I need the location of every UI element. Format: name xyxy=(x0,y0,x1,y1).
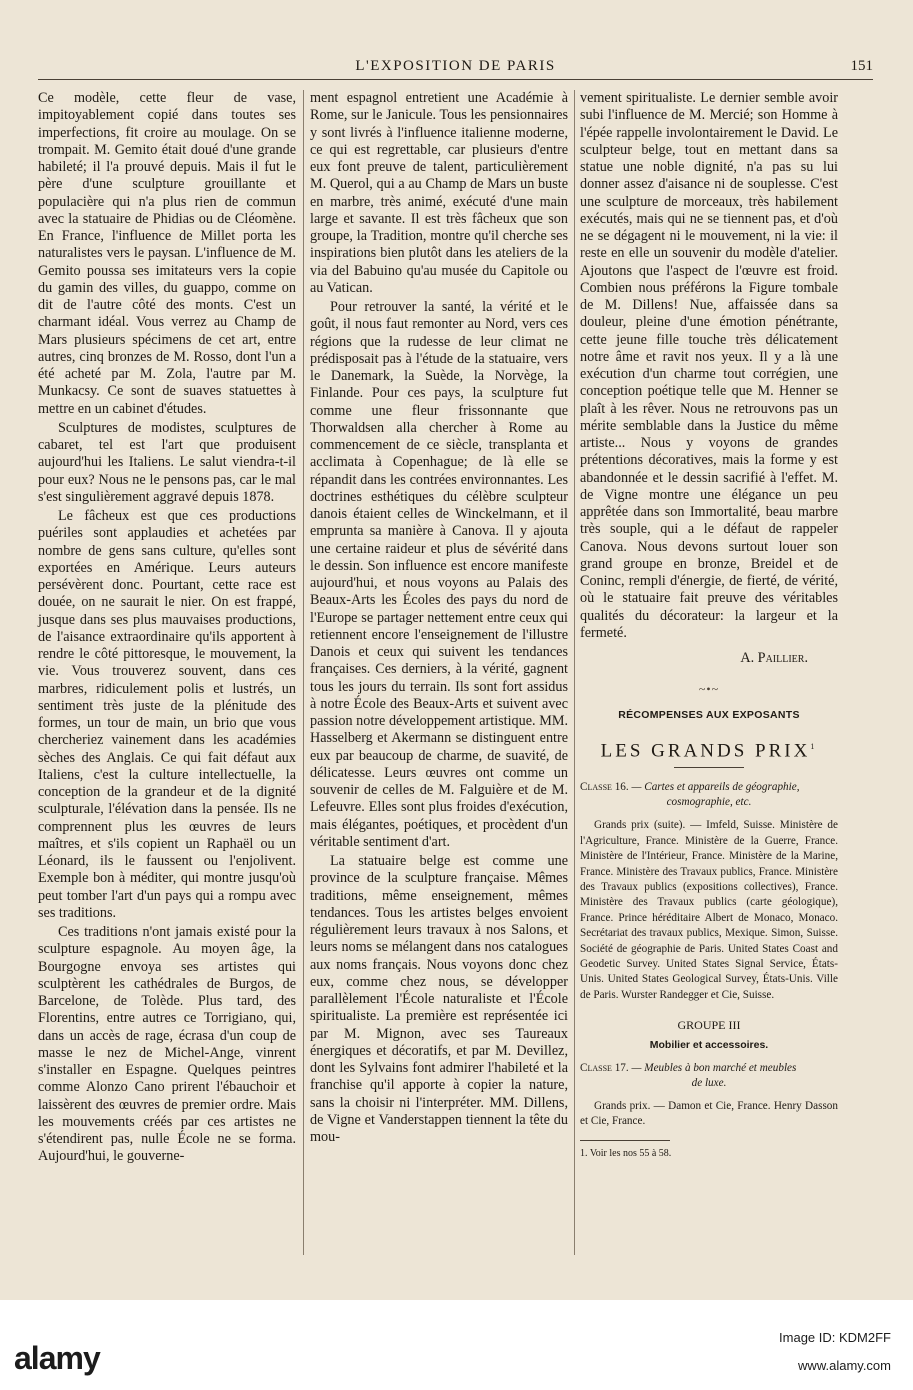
title-rule xyxy=(674,767,744,768)
column-divider xyxy=(574,90,575,1255)
paragraph: Ce modèle, cette fleur de vase, impitoyablement copié dans toutes ses imperfections, fit croire au moulage. On se trompait. M. Gemito était doué d'une grande habileté; il l'a prouvé depuis. Mais il fut le père d'une sculpture grouillante et populacière qui n'a plus rien de commun avec la statuaire de Phidias ou de Cléomène. En France, l'influence de Millet porta les naturalistes vers le paysan. L'influence de M. Gemito poussa ses imitateurs vers la copie du gamin des villes, du guappo, comme on dit de l'autre côté des monts. C'est un charmant idéal. Vous verrez au Champ de Mars plusieurs spécimens de cet art, entre autres, cinq bronzes de M. Rosso, dont l'un a été acheté par M. Zola, l'autre par M. Munkacsy. Ce sont de suaves statuettes à mettre en un cabinet d'études. xyxy=(38,90,296,417)
classe-label: Classe 16. xyxy=(580,781,629,794)
paragraph: Pour retrouver la santé, la vérité et le goût, il nous faut remonter au Nord, vers ces régions que la rudesse de leur climat ne prédisposait pas à l'étude de la statuaire, vers le Danemark, la Suède, la Norvège, la Finlande. Pour ces pays, la sculpture fut comme une fleur frissonnante que Thorwaldsen alla chercher à Rome au commencement de ce siècle, transplanta et acclimata à Copenhague; de là elle se répandit dans les contrées environnantes. Les doctrines esthétiques du célèbre sculpteur danois étaient celles de Winckelmann, et il emprunta sa manière à Canova. Il y ajouta une certaine raideur et plus de sévérité dans le dessin. Son influence est encore manifeste aujourd'hui, et nous voyons au Palais des Beaux-Arts les Écoles des pays du nord de l'Europe se partager nettement entre ceux qui retiennent encore l'enseignement de l'illustre Danois et ceux qui suivent les tendances françaises. Ces derniers, à la vérité, gagnent tous les jours du terrain. Ils sont fort assidus à notre École des Beaux-Arts et suivent avec passion notre développement artistique. MM. Hasselberg et Akermann se distinguent entre eux par beaucoup de charme, de suavité, de délicatesse. Leurs œuvres ont comme un souvenir de celles de M. Falguière et de M. Lefeuvre. Elles sont plus froides d'exécution, mais élégantes, poétiques, et procèdent d'un véritable sentiment d'art. xyxy=(310,299,568,850)
classe-label: Classe 17. xyxy=(580,1061,629,1074)
award-entry: Grands prix (suite). — Imfeld, Suisse. Ministère de l'Agriculture, France. Ministère de la Guerre, France. Ministère de l'Intérieur, France. Ministère de la Marine, France. Ministère des Travaux publics, France. Ministère des Travaux publics (expositions collectives), France. Ministère des Travaux publics (carte géologique), France. Prince héréditaire Albert de Monaco, Monaco. Secrétariat des travaux publics, Mexique. Simon, Suisse. Société de géographie de Paris. United States Coast and Geodetic Survey. United States Signal Service, États-Unis. United States Geological Survey, États-Unis. Ville de Paris. Wurster Randegger et Cie, Suisse. xyxy=(580,819,838,1001)
award-entry: Grands prix. — Damon et Cie, France. Henry Dasson et Cie, France. xyxy=(580,1099,838,1128)
grands-prix-title-text: LES GRANDS PRIX xyxy=(600,740,811,762)
paragraph: ment espagnol entretient une Académie à Rome, sur le Janicule. Tous les pensionnaires y sont livrés à l'influence italienne moderne, ce qui est regrettable, car plusieurs d'entre eux font preuve de talent, particulièrement M. Querol, qui a au Champ de Mars un buste en marbre, très animé, exécuté d'une main large et savante. Il est très fâcheux que son groupe, la Tradition, montre qu'il cherche ses inspirations bien plutôt dans les ateliers de la via del Babuino qu'au musée du Capitole ou au Vatican. xyxy=(310,90,568,296)
grands-prix-list xyxy=(580,1099,838,1130)
column-3 xyxy=(580,90,838,1160)
grands-prix-list xyxy=(580,818,838,1003)
classe-title-line2: de luxe. xyxy=(691,1076,727,1089)
footnote-marker: 1 xyxy=(810,741,818,751)
groupe-title: GROUPE III xyxy=(677,1018,741,1033)
alamy-logo: alamy xyxy=(14,1340,100,1376)
classe-title: — Meubles à bon marché et meubles xyxy=(631,1061,797,1074)
paragraph: Le fâcheux est que ces productions puériles sont applaudies et achetées par nombre de gens sans culture, qu'elles sont exportées en Amérique. Leurs auteurs persévèrent donc. Pourtant, cette race est douée, on ne saurait le nier. On est frappé, jusque dans ses plus mauvaises productions, de l'aisance extraordinaire qu'ils apportent à rendre le côté pittoresque, le mouvement, la vie. Vous trouverez souvent, dans ces marbres, ridiculement polis et lustrés, un sentiment très juste de la plénitude des formes, un tour de main, un brio que vous chercheriez vainement dans les académies sèches des Anglais. Ce qui fait défaut aux Italiens, c'est la culture intellectuelle, la conception de la grandeur et de la dignité sculpturale, l'élévation dans la pensée. Ils ne comprennent plus les œuvres de leurs maîtres, et s'ils copient un Raphaël ou un Léonard, ils le faussent ou l'enjolivent. Exemple bon à méditer, qui montre jusqu'où peut tomber l'art d'un pays qui a rompu avec ses traditions. xyxy=(38,508,296,921)
groupe-subtitle: Mobilier et accessoires. xyxy=(649,1039,769,1052)
classe-17-heading xyxy=(580,1061,838,1091)
paragraph: Ces traditions n'ont jamais existé pour la sculpture espagnole. Au moyen âge, la Bourgogne envoya ses artistes qui sculptèrent les cathédrales de Burgos, de Barcelone, de Tolède. Plus tard, des Florentins, entre autres ce Torrigiano, qui, dans un accès de rage, écrasa d'un coup de masse le nez de Michel-Ange, vinrent s'installer en Espagne. Quelques peintres comme Alonzo Cano prirent l'ébauchoir et laissèrent des œuvres de premier ordre. Mais les mouvements créés par ces artistes ne s'étendirent pas, nulle École ne se forma. Aujourd'hui, le gouverne- xyxy=(38,924,296,1165)
image-id: Image ID: KDM2FF xyxy=(779,1330,891,1345)
column-divider xyxy=(303,90,304,1255)
page-title: L'EXPOSITION DE PARIS xyxy=(355,58,556,74)
column-2 xyxy=(310,90,568,1148)
column-1 xyxy=(38,90,296,1168)
section-title: RÉCOMPENSES AUX EXPOSANTS xyxy=(618,708,800,721)
watermark-url: www.alamy.com xyxy=(798,1358,891,1373)
classe-title: — Cartes et appareils de géographie, xyxy=(631,781,800,794)
footnote: 1. Voir les nos 55 à 58. xyxy=(580,1147,672,1159)
classe-16-heading xyxy=(580,780,838,810)
paragraph: vement spiritualiste. Le dernier semble avoir subi l'influence de M. Mercié; son Homme à l'épée rappelle involontairement le David. Le sculpteur belge, tout en mettant dans sa statue une noble dignité, n'a pas su lui donner assez d'aisance ni de souplesse. C'est une sculpture de morceaux, très habilement exécutés, mais qui ne se tiennent pas, et d'où ne se dégagent ni le mouvement, ni la vie: il reste en elle un souvenir du modèle d'atelier. Ajoutons que l'aspect de l'œuvre est froid. Combien nous préférons la Figure tombale de M. Dillens! Nue, affaissée dans sa douleur, pleine d'une émotion pénétrante, cette jeune fille touche très délicatement notre âme et ravit nos yeux. Il y a là une exécution d'un charme tout corrégien, une conception poétique telle que M. Henner se plaît à les rêver. Nous ne retrouvons pas un mérite semblable dans la Justice du même artiste... Nous y voyons de grandes prétentions décoratives, mais la forme y est abandonnée et le dessin sacrifié à l'effet. M. de Vigne montre une élégance un peu apprêtée dans son Immortalité, beau marbre très souple, qui a le défaut de rappeler Canova. Nous devons surtout louer son grand groupe en bronze, Breidel et de Coninc, rempli d'énergie, de fierté, de vérité, où le statuaire fait preuve des véritables qualités du décorateur: la largeur et la fermeté. xyxy=(580,90,838,641)
paragraph: Sculptures de modistes, sculptures de cabaret, tel est l'art que produisent aujourd'hui les Italiens. Le salut viendra-t-il pour eux? Nous ne le pensons pas, car le mal s'est singulièrement aggravé depuis 1878. xyxy=(38,419,296,505)
page-header xyxy=(38,58,873,80)
stock-watermark-bar xyxy=(0,1300,913,1390)
classe-title-line2: cosmographie, etc. xyxy=(666,796,752,809)
page-number: 151 xyxy=(850,58,873,74)
paragraph: La statuaire belge est comme une province de la sculpture française. Mêmes traditions, même enseignement, mêmes tendances. Tous les artistes belges envoient régulièrement leurs travaux à nos Salons, et leurs noms se mélangent dans nos catalogues aux noms français. Nous voyons donc chez eux, comme chez nous, se développer parallèlement l'École naturaliste et l'École spiritualiste. La première est représentée ici par M. Mignon, avec ses Taureaux énergiques et décoratifs, et par M. Devillez, dont les Sylvains font admirer l'habileté et la franchise qu'il apporte à copier la nature, sans la choisir ni l'interpréter. MM. Dillens, de Vigne et Vanderstappen tiennent la tête du mou- xyxy=(310,853,568,1145)
author-signature: A. Paillier. xyxy=(740,650,808,666)
ornament-divider: ~•~ xyxy=(698,682,720,697)
footnote-rule xyxy=(580,1140,670,1141)
grands-prix-title xyxy=(580,738,838,760)
